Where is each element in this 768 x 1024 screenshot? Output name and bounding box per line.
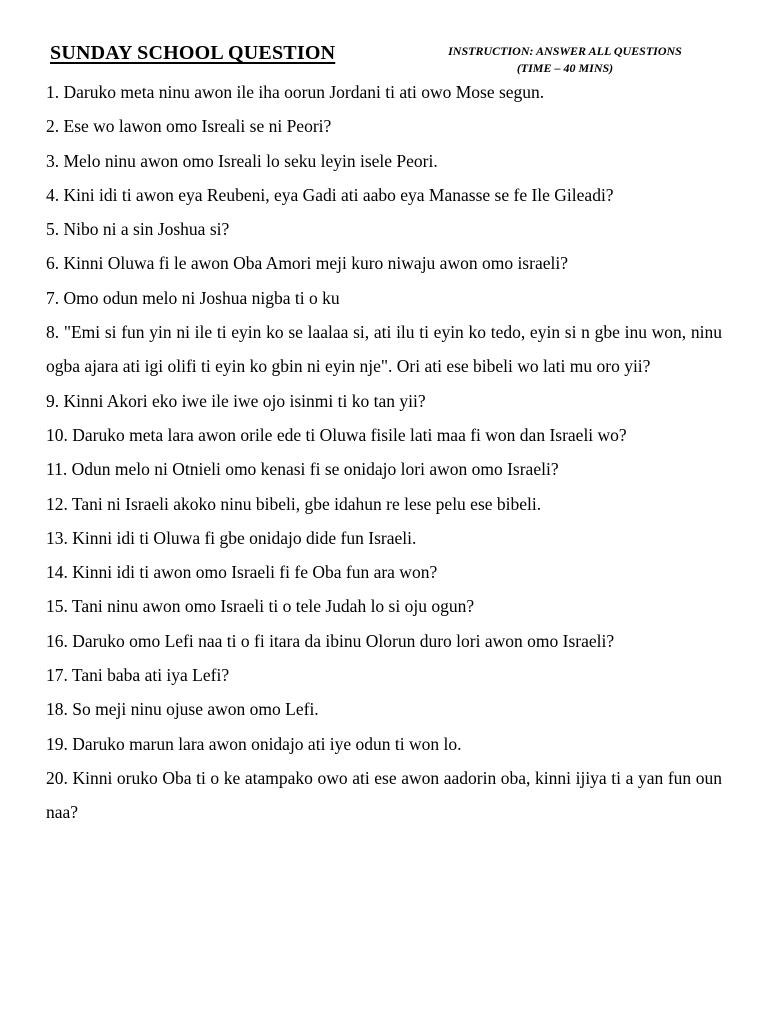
question-item: 1. Daruko meta ninu awon ile iha oorun Jordani ti ati owo Mose segun. (46, 82, 545, 102)
question-item: 4. Kini idi ti awon eya Reubeni, eya Gadi ati aabo eya Manasse se fe Ile Gileadi? (46, 184, 614, 205)
question-item: 13. Kinni idi ti Oluwa fi gbe onidajo dide fun Israeli. (46, 527, 417, 548)
question-item: 12. Tani ni Israeli akoko ninu bibeli, gbe idahun re lese pelu ese bibeli. (46, 493, 542, 514)
question-item: 19. Daruko marun lara awon onidajo ati iye odun ti won lo. (46, 733, 462, 754)
question-item: 7. Omo odun melo ni Joshua nigba ti o ku (46, 287, 340, 308)
question-item: 11. Odun melo ni Otnieli omo kenasi fi se onidajo lori awon omo Israeli? (46, 459, 559, 480)
question-item: 9. Kinni Akori eko iwe ile iwe ojo isinmi ti ko tan yii? (46, 390, 426, 411)
question-item: 20. Kinni oruko Oba ti o ke atampako owo ati ese awon aadorin oba, kinni ijiya ti a yan fun oun naa? (46, 767, 722, 823)
question-item: 8. "Emi si fun yin ni ile ti eyin ko se laalaa si, ati ilu ti eyin ko tedo, eyin si n gbe inu won, ninu ogba ajara ati igi olifi ti eyin ko gbin ni eyin nje". Ori ati ese bibeli wo lati mu oro yii? (46, 322, 722, 377)
question-list (46, 75, 722, 830)
question-item: 14. Kinni idi ti awon omo Israeli fi fe Oba fun ara won? (46, 562, 438, 583)
question-item: 6. Kinni Oluwa fi le awon Oba Amori meji kuro niwaju awon omo israeli? (46, 253, 568, 274)
question-item: 16. Daruko omo Lefi naa ti o fi itara da ibinu Olorun duro lori awon omo Israeli? (46, 630, 615, 651)
page-title: SUNDAY SCHOOL QUESTION (50, 42, 336, 64)
question-item: 5. Nibo ni a sin Joshua si? (46, 219, 230, 240)
instruction-block (412, 43, 718, 77)
question-item: 18. So meji ninu ojuse awon omo Lefi. (46, 699, 319, 720)
question-item: 17. Tani baba ati iya Lefi? (46, 665, 230, 686)
time-limit: (TIME – 40 MINS) (516, 61, 614, 75)
question-item: 3. Melo ninu awon omo Isreali lo seku leyin isele Peori. (46, 150, 438, 171)
instruction-text: INSTRUCTION: ANSWER ALL QUESTIONS (448, 44, 682, 58)
question-item: 15. Tani ninu awon omo Israeli ti o tele Judah lo si oju ogun? (46, 596, 475, 617)
question-item: 2. Ese wo lawon omo Isreali se ni Peori? (46, 116, 332, 137)
question-item: 10. Daruko meta lara awon orile ede ti Oluwa fisile lati maa fi won dan Israeli wo? (46, 424, 627, 445)
